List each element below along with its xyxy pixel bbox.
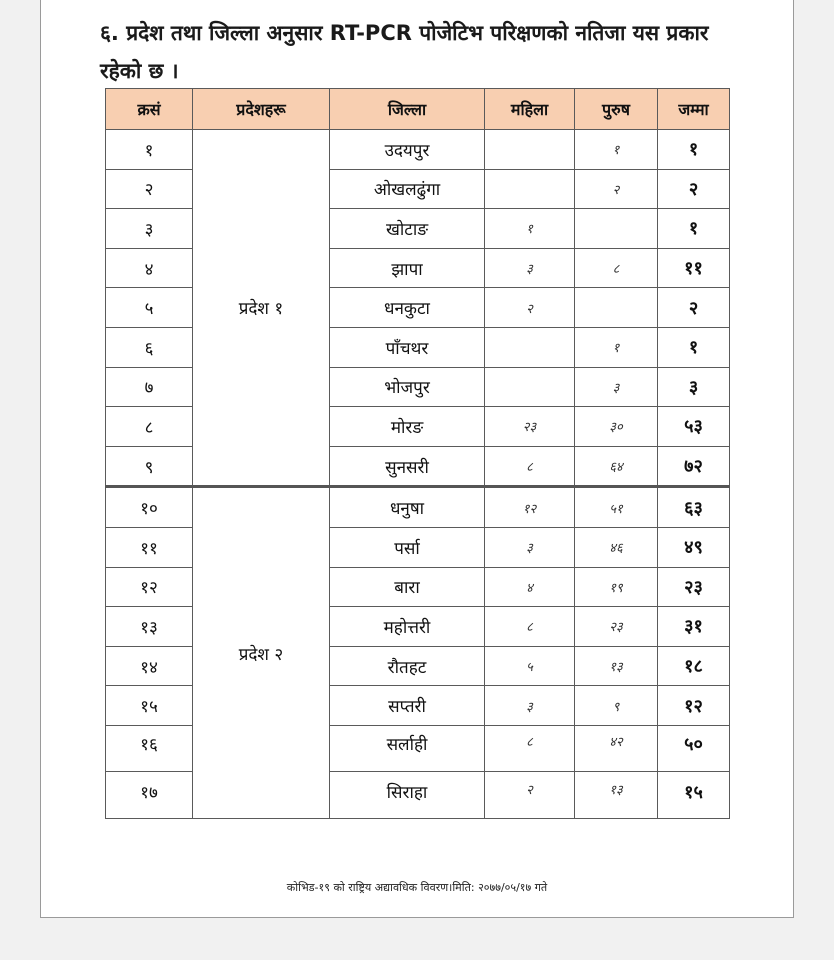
male-cell: ८	[575, 248, 658, 288]
source-footnote: कोभिड-१९ को राष्ट्रिय अद्यावधिक विवरण।मिति: २०७७/०५/१७ गते	[286, 881, 548, 894]
female-cell: ३	[485, 527, 575, 567]
district-cell: महोत्तरी	[330, 607, 485, 647]
district-cell: पर्सा	[330, 527, 485, 567]
column-header-province: प्रदेशहरू	[193, 89, 330, 130]
female-cell: २	[485, 771, 575, 819]
female-cell: २३	[485, 407, 575, 447]
total-cell: २	[658, 169, 730, 209]
district-cell: धनुषा	[330, 487, 485, 528]
district-cell: पाँचथर	[330, 327, 485, 367]
female-cell: २	[485, 288, 575, 328]
sn-cell: १	[106, 130, 193, 170]
female-cell: ८	[485, 607, 575, 647]
district-cell: ओखलढुंगा	[330, 169, 485, 209]
male-cell: ४६	[575, 527, 658, 567]
table-row	[106, 487, 730, 528]
female-cell: ३	[485, 686, 575, 726]
table-header-row	[106, 89, 730, 130]
female-cell: १२	[485, 487, 575, 528]
table-row	[106, 130, 730, 170]
female-cell	[485, 169, 575, 209]
male-cell: १	[575, 327, 658, 367]
sn-cell: ६	[106, 327, 193, 367]
male-cell: २	[575, 169, 658, 209]
female-cell: ८	[485, 725, 575, 771]
column-header-female: महिला	[485, 89, 575, 130]
sn-cell: १५	[106, 686, 193, 726]
total-cell: २	[658, 288, 730, 328]
sn-cell: ३	[106, 209, 193, 249]
sn-cell: २	[106, 169, 193, 209]
results-table	[105, 88, 730, 819]
total-cell: १	[658, 130, 730, 170]
female-cell	[485, 130, 575, 170]
total-cell: १	[658, 327, 730, 367]
total-cell: ५३	[658, 407, 730, 447]
female-cell	[485, 327, 575, 367]
male-cell: ३०	[575, 407, 658, 447]
total-cell: १	[658, 209, 730, 249]
total-cell: ७२	[658, 446, 730, 487]
male-cell: ३	[575, 367, 658, 407]
male-cell: ४२	[575, 725, 658, 771]
male-cell: २३	[575, 607, 658, 647]
female-cell: ३	[485, 248, 575, 288]
district-cell: सर्लाही	[330, 725, 485, 771]
district-cell: सुनसरी	[330, 446, 485, 487]
sn-cell: १४	[106, 646, 193, 686]
total-cell: ११	[658, 248, 730, 288]
district-cell: बारा	[330, 567, 485, 607]
male-cell: ९	[575, 686, 658, 726]
male-cell: ५१	[575, 487, 658, 528]
male-cell: ६४	[575, 446, 658, 487]
sn-cell: १०	[106, 487, 193, 528]
column-header-male: पुरुष	[575, 89, 658, 130]
sn-cell: ७	[106, 367, 193, 407]
district-cell: झापा	[330, 248, 485, 288]
column-header-sn: क्रसं	[106, 89, 193, 130]
total-cell: १२	[658, 686, 730, 726]
sn-cell: ११	[106, 527, 193, 567]
male-cell	[575, 288, 658, 328]
total-cell: ३	[658, 367, 730, 407]
total-cell: ३१	[658, 607, 730, 647]
column-header-total: जम्मा	[658, 89, 730, 130]
sn-cell: १२	[106, 567, 193, 607]
sn-cell: १७	[106, 771, 193, 819]
column-header-district: जिल्ला	[330, 89, 485, 130]
total-cell: १८	[658, 646, 730, 686]
total-cell: ४९	[658, 527, 730, 567]
district-cell: रौतहट	[330, 646, 485, 686]
sn-cell: ९	[106, 446, 193, 487]
female-cell: ८	[485, 446, 575, 487]
district-cell: खोटाङ	[330, 209, 485, 249]
total-cell: ६३	[658, 487, 730, 528]
male-cell: १३	[575, 646, 658, 686]
district-cell: सप्तरी	[330, 686, 485, 726]
section-heading: ६. प्रदेश तथा जिल्ला अनुसार RT-PCR पोजेटिभ परिक्षणको नतिजा यस प्रकार रहेको छ ।	[100, 21, 709, 83]
sn-cell: १३	[106, 607, 193, 647]
female-cell: १	[485, 209, 575, 249]
total-cell: २३	[658, 567, 730, 607]
female-cell	[485, 367, 575, 407]
province-cell: प्रदेश १	[193, 130, 330, 487]
sn-cell: ५	[106, 288, 193, 328]
district-cell: सिराहा	[330, 771, 485, 819]
sn-cell: ४	[106, 248, 193, 288]
male-cell: १	[575, 130, 658, 170]
district-cell: मोरङ	[330, 407, 485, 447]
male-cell: १३	[575, 771, 658, 819]
female-cell: ५	[485, 646, 575, 686]
male-cell	[575, 209, 658, 249]
female-cell: ४	[485, 567, 575, 607]
district-cell: उदयपुर	[330, 130, 485, 170]
district-cell: भोजपुर	[330, 367, 485, 407]
sn-cell: १६	[106, 725, 193, 771]
total-cell: ५०	[658, 725, 730, 771]
province-cell: प्रदेश २	[193, 487, 330, 819]
total-cell: १५	[658, 771, 730, 819]
district-cell: धनकुटा	[330, 288, 485, 328]
sn-cell: ८	[106, 407, 193, 447]
male-cell: १९	[575, 567, 658, 607]
